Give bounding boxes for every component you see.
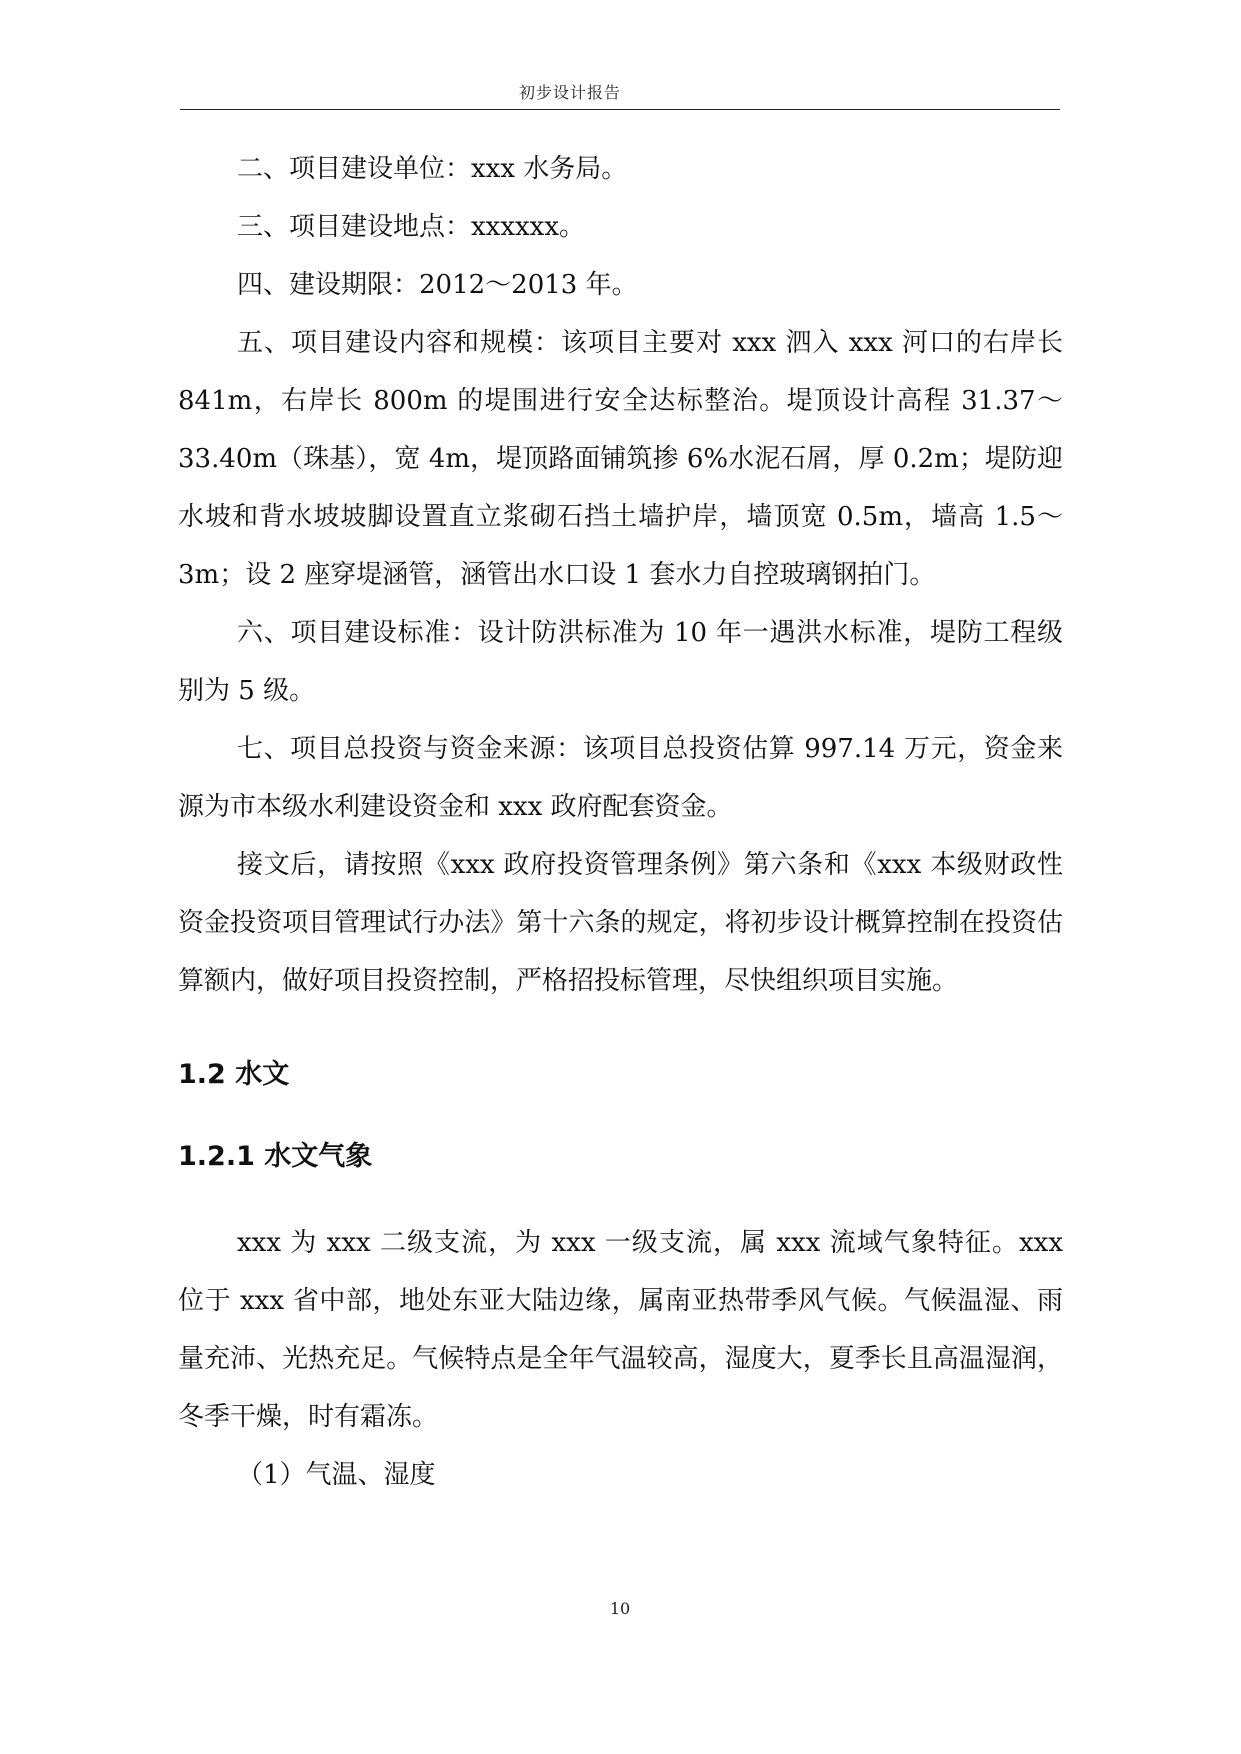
document-body [178, 140, 1063, 1504]
page-number: 10 [609, 1599, 631, 1618]
paragraph-construction-scope: 五、项目建设内容和规模：该项目主要对 xxx 泗入 xxx 河口的右岸长 841m，右岸长 800m 的堤围进行安全达标整治。堤顶设计高程 31.37～33.40m（珠基），宽 4m，堤顶路面铺筑掺 6%水泥石屑，厚 0.2m；堤防迎水坡和背水坡坡脚设置直立浆砌石挡土墙护岸，墙顶宽 0.5m，墙高 1.5～3m；设 2 座穿堤涵管，涵管出水口设 1 套水力自控玻璃钢拍门。 [178, 328, 1063, 590]
subsection-heading-hydrometeorology: 1.2.1 水文气象 [178, 1141, 373, 1172]
paragraph-investment: 七、项目总投资与资金来源：该项目总投资估算 997.14 万元，资金来源为市本级水利建设资金和 xxx 政府配套资金。 [178, 734, 1063, 822]
list-item-temperature-humidity: （1）气温、湿度 [237, 1460, 436, 1490]
paragraph-climate: xxx 为 xxx 二级支流，为 xxx 一级支流，属 xxx 流域气象特征。xxx 位于 xxx 省中部，地处东亚大陆边缘，属南亚热带季风气候。气候温湿、雨量充沛、光热充足。气候特点是全年气温较高，湿度大，夏季长且高温湿润，冬季干燥，时有霜冻。 [178, 1228, 1063, 1432]
header-divider [180, 109, 1060, 110]
paragraph-construction-site: 三、项目建设地点：xxxxxx。 [237, 212, 585, 242]
page-header-title: 初步设计报告 [518, 83, 621, 102]
paragraph-construction-standard: 六、项目建设标准：设计防洪标准为 10 年一遇洪水标准，堤防工程级别为 5 级。 [178, 618, 1063, 706]
paragraph-construction-unit: 二、项目建设单位：xxx 水务局。 [237, 154, 628, 184]
paragraph-construction-period: 四、建设期限：2012～2013 年。 [237, 270, 638, 300]
paragraph-instructions: 接文后，请按照《xxx 政府投资管理条例》第六条和《xxx 本级财政性资金投资项目管理试行办法》第十六条的规定，将初步设计概算控制在投资估算额内，做好项目投资控制，严格招投标管理，尽快组织项目实施。 [178, 850, 1063, 996]
section-heading-hydrology: 1.2 水文 [178, 1059, 290, 1090]
